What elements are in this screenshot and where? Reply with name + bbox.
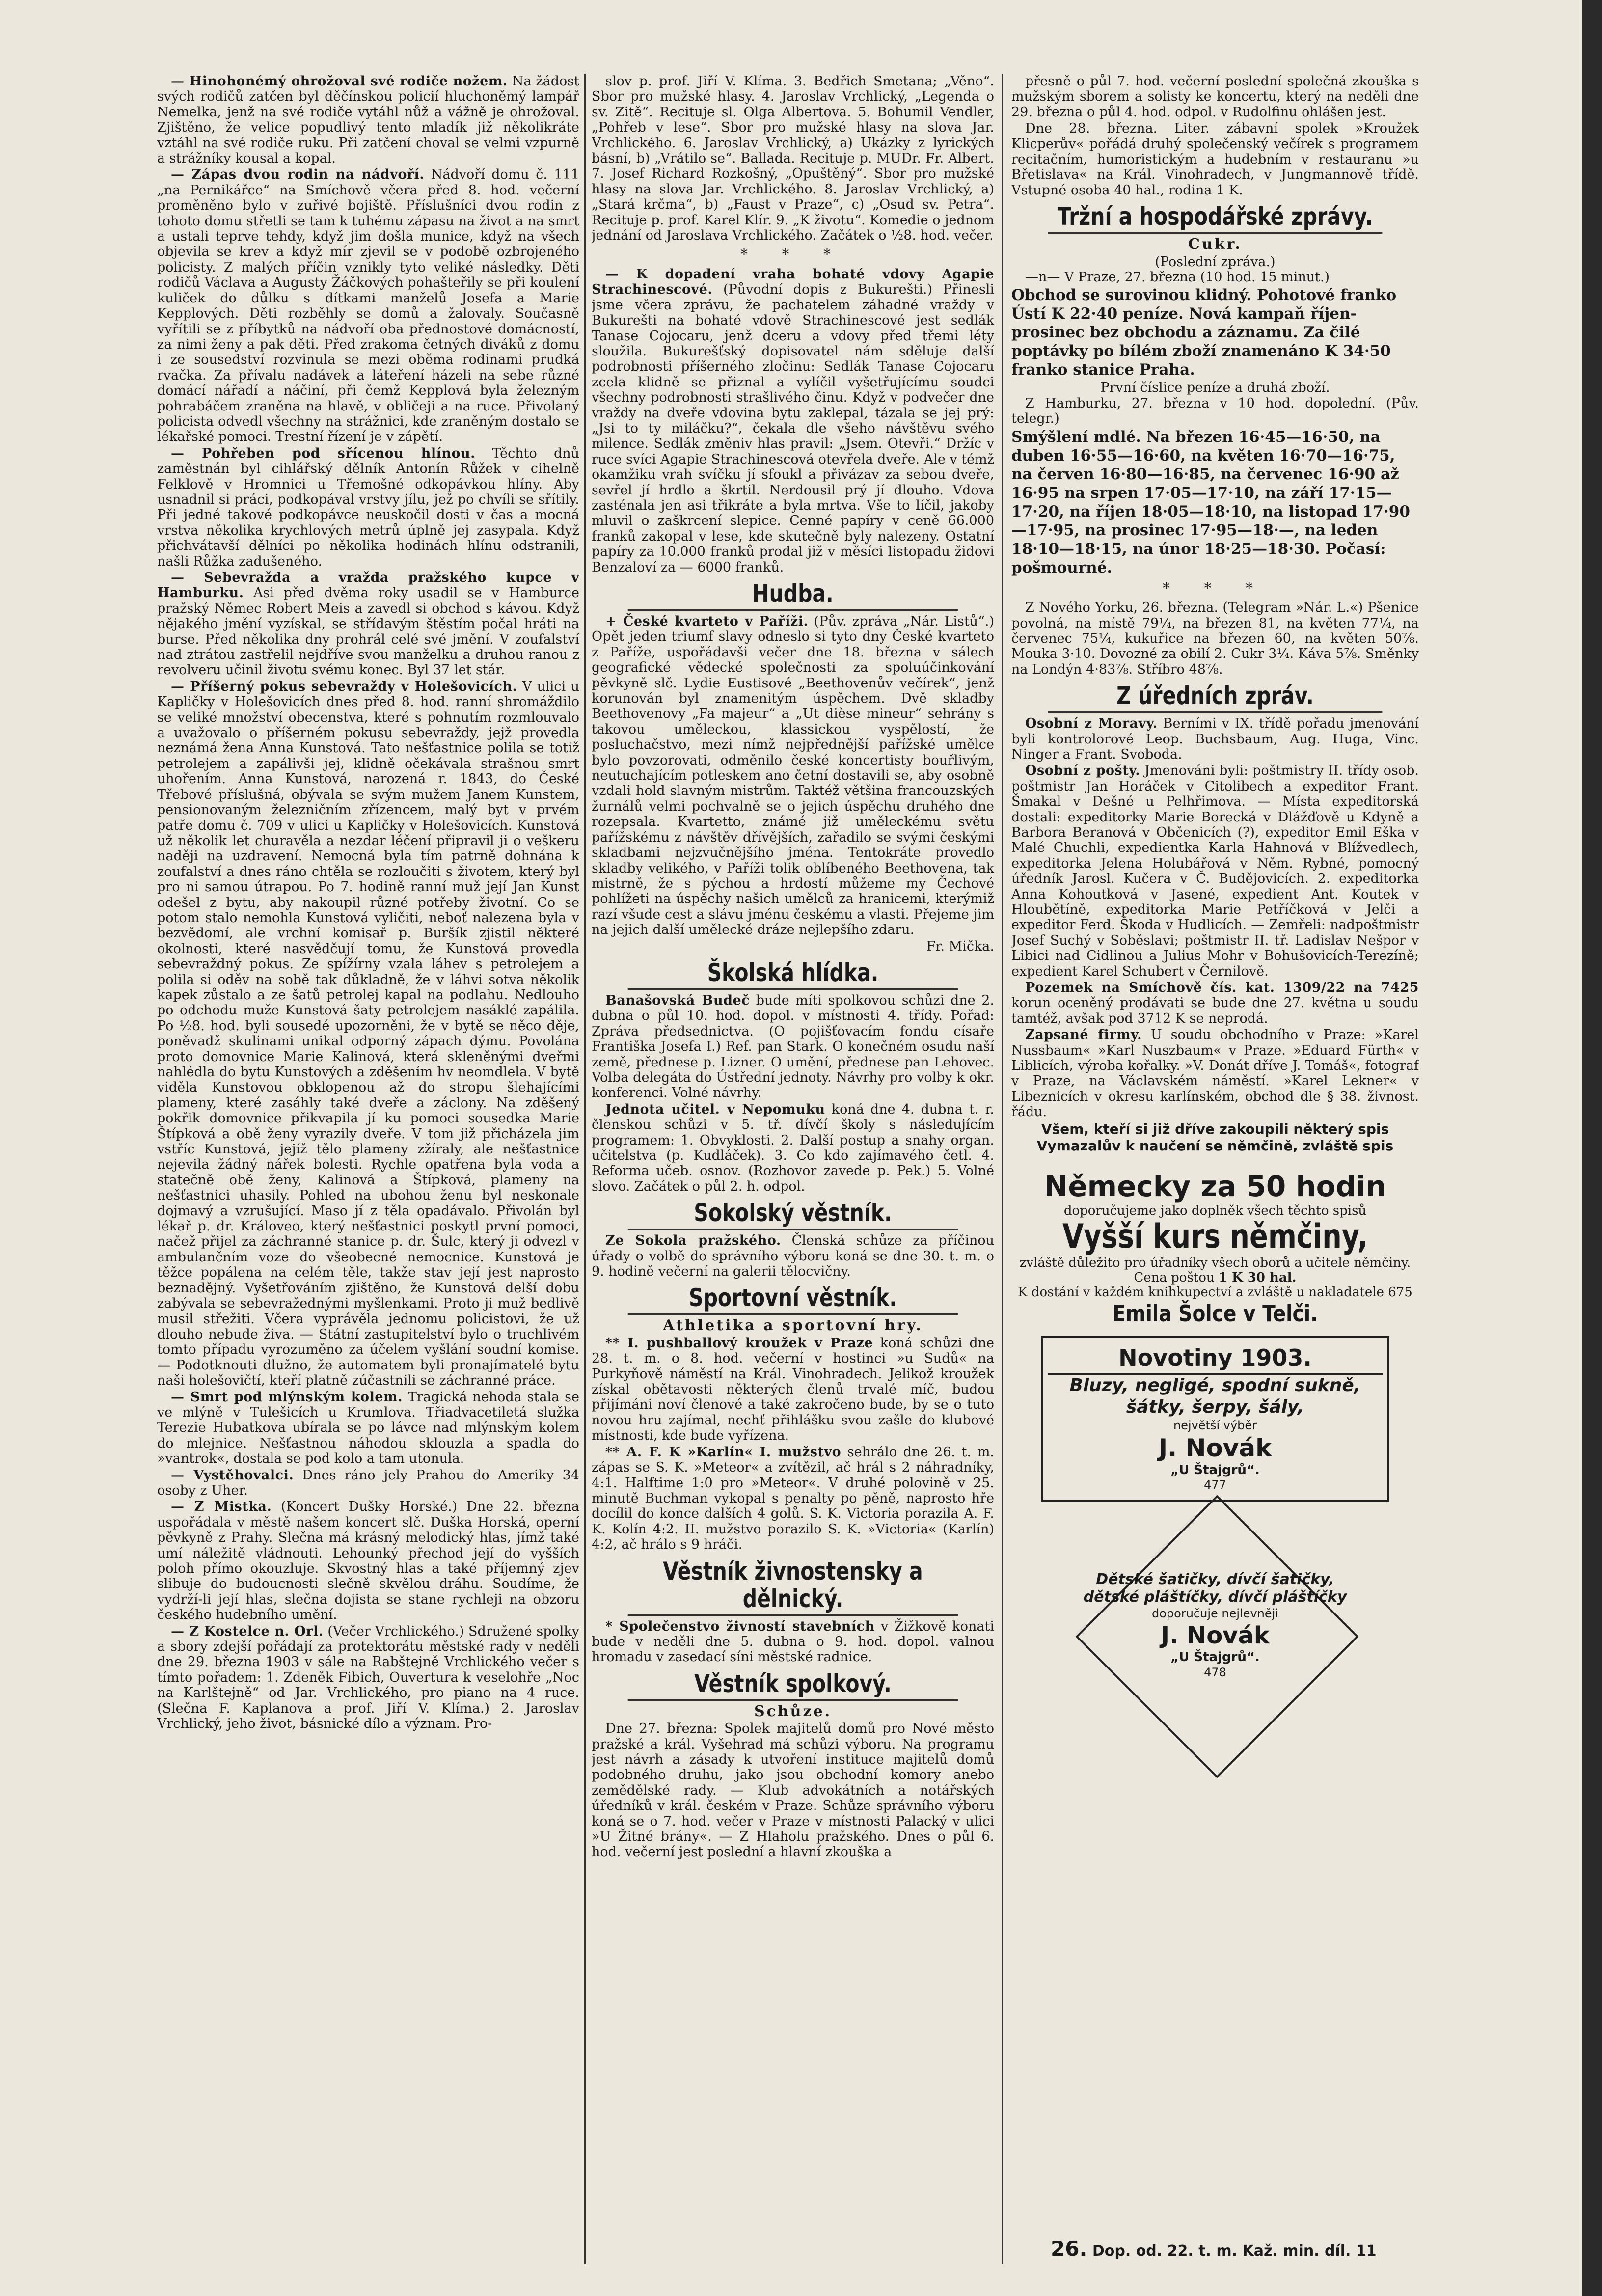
diamond-name: J. Novák — [1161, 1621, 1270, 1649]
column-rule — [584, 74, 586, 2264]
article-afk-karlin: ** A. F. K »Karlín« I. mužstvo sehrálo dne 26. t. m. zápas se S. K. »Meteor« a zvítězil, ač hrál s 2 náhradníky, 4:1. Halftime 1:0 pro »Meteor«. V druhé polovině v 25. minutě Buchman vykopal s penalty po pěně, naprosto hře docílil do konce dalších 4 golů. S. K. Victoria porazila A. F. K. Kolín 4:2. II. mužstvo porazilo S. K. »Victoria« (Karlín) 4:2, ač hrálo s 9 hráči. — [592, 1444, 994, 1553]
diamond-items: Dětské šatičky, dívčí šatičky, dětské pláštíčky, dívčí pláštíčky — [1083, 1570, 1347, 1606]
ad-note: Všem, kteří si již dříve zakoupili některý spis Vymazalův k naučení se němčině, zvláště spis — [1036, 1121, 1394, 1154]
article: — Z Mistka. (Koncert Dušky Horské.) Dne 22. března uspořádala v městě našem koncert slč. Duška Horská, operní pěvkyně z Prahy. Slečna má krásný melodický hlas, jímž také umí náležitě vládnouti. Lehounký přechod její do vyšších poloh přímo okouzluje. Skvostný hlas a také příjemný zjev slibuje do budoucnosti slečně skvělou dráhu. Soudíme, že vydrží-li její hlas, slečna dojista se stane rychleji na obzoru českého hudebního umění. — [157, 1499, 579, 1623]
cukr-praha-line: —n— V Praze, 27. března (10 hod. 15 minut.) — [1025, 270, 1330, 285]
diamond-recommend: doporučuje nejlevněji — [1152, 1606, 1278, 1620]
article-pozemek: Pozemek na Smíchově čís. kat. 1309/22 na 7425 korun oceněný prodávati se bude dne 27. května u soudu tamtéž, avšak pod 3712 K se neprodá. — [1011, 980, 1419, 1026]
section-heading-trzni: Tržní a hospodářské zprávy. — [1048, 203, 1383, 234]
section-heading-spolkovy: Věstník spolkový. — [628, 1670, 958, 1701]
article: — Příšerný pokus sebevraždy v Holešovicích. V ulici u Kapličky v Holešovicích dnes před 8. hod. ranní shromáždilo se veliké množství obecenstva, které s pohnutím rozmlouvalo a uvažovalo o příšerném pokusu sebevraždy, jejž provedla neznámá žena Anna Kunstová. Tato nešťastnice polila se totiž petrolejem a zapálivši jej, klidně očekávala strašnou smrt uhořením. Anna Kunstová, narozená r. 1843, do České Třebové příslušná, obývala se svým mužem Janem Kunstem, pensionovaným železničním zřízencem, malý byt v prvém patře domu č. 709 v ulici u Kapličky v Holešovicích. Kunstová už několik let churavěla a nezdar léčení připravil ji o veškeru naději na uzdravení. Nemocná byla tím patrně dohnána k zoufalství a dnes ráno chtěla se rozloučiti s životem, který byl pro ni samou útrapou. Po 7. hodině ranní muž její Jan Kunst odešel z bytu, aby nakoupil různé potřeby životní. Co se potom stalo nemohla Kunstová vyličiti, neboť nalezena byla v bezvědomí, ale vrchní komisař p. Buršík zjistil některé okolnosti, které nasvědčují tomu, že Kunstová provedla sebevraždný pokus. Ze spížírny vzala láhev s petrolejem a polila si oděv na sobě tak důkladně, že v láhvi sotva několik kapek zůstalo a ze šatů petrolej kapal na podlahu. Nedlouho po odchodu muže Kunstová šaty petrolejem nasáklé zapálila. Po ½8. hod. byli sousedé upozorněni, že v bytě se něco děje, poněvadž skulinami unikal odporný zápach dýmu. Povolána proto domovnice Marie Kalinová, která skleněnými dveřmi nahlédla do bytu Kunstových a zděšením hv neomdlela. V bytě viděla Kunstovou obklopenou až do stropu šlehajícími plameny, které zasáhly také dveře a záclony. Na zděšený pokřik domovnice přikvapila jí ku pomoci sousedka Marie Štípková a obě ženy vyrazily dveře. V tom již přicházela jim vstříc Kunstová, jejíž tělo plameny zžíraly, ale nešťastnice nejevila žádný nářek bolesti. Rychle opatřena byla voda a statečně obě ženy, Kalinová a Štípková, plameny na nešťastnici uhasily. Pohled na ubohou ženu byl neskonale dojmavý a vzrušující. Maso jí z těla opadávalo. Přivolán byl lékař p. dr. Královeo, který nešťastnici poskytl první pomoci, načež přijel za záchranné stanice p. dr. Šulc, který ji odvezl v ambulančním voze do všeobecné nemocnice. Kunstová je těžce popálena na celém těle, takže stav její jest naprosto beznadějný. Vyšetřováním zjištěno, že Kunstová delší dobu zabývala se sebevražednými myšlenkami. Proto ji muž bedlivě musil střežiti. Včera vyprávěla jednomu policistovi, že už dlouho nebude živa. — Státní zastupitelství bylo o truchlivém tomto případu vyrozuměno za účelem vyšlání soudní komise. — Podotknouti dlužno, že automatem byli pronajímatelé bytu naši holešovičtí, kteří platně zúčastnili se záchranné práce. — [157, 679, 579, 1389]
page-edge-strip — [1582, 0, 1602, 2296]
column-1 — [157, 74, 579, 2264]
box-address: „U Štajgrů“. — [1170, 1463, 1260, 1478]
separator-stars: * * * — [1162, 579, 1268, 597]
newyork-report: Z Nového Yorku, 26. března. (Telegram »Nár. L.«) Pšenice povolná, na místě 79¼, na březen 81, na květen 77¼, na červenec 75¼, kukuřice na březen 60, na květen 50⅞. Mouka 3·10. Dovozné za obilí 2. Cukr 3¼. Káva 5⅞. Směnky na Londýn 4·83⅞. Stříbro 48⅞. — [1011, 600, 1419, 677]
article-osobni-posta: Osobní z pošty. Jmenováni byli: poštmistry II. třídy osob. poštmistr Jan Horáček v Citolibech a expeditor Frant. Šmakal v Dešné u Pelhřimova. — Místa expeditorská dostali: expeditorky Marie Borecká v Dlážďově u Kdyně a Barbora Beranová v Občenicích (?), expeditor Emil Eška v Malé Chuchli, expedientka Karla Hahnová v Blížvedlech, expeditorka Jelena Holubářová v Něm. Rybné, pomocný úředník Jarosl. Kučera v Č. Budějovicích. 2. expeditorka Anna Kohoutková v Jasené, expedient Ant. Koutek v Hloubětíně, expeditorka Marie Petříčková v Jelči a expeditor Ferd. Škoda v Hudlicích. — Zemřeli: nadpoštmistr Josef Suchý v Soběslavi; poštmistr II. tř. Ladislav Nešpor v Libici nad Cidlinou a Julius Mohr v Bohušovicích-Terezíně; expedient Karel Schubert v Černilově. — [1011, 763, 1419, 979]
page-footer — [1051, 2237, 1394, 2261]
cukr-note: (Poslední zpráva.) — [1155, 254, 1276, 270]
article-hlahol: přesně o půl 7. hod. večerní poslední společná zkouška s mužským sborem a solisty ke koncertu, který na neděli dne 29. března o půl 4. hod. odpol. v Rudolfinu ohlášen jest. — [1011, 74, 1419, 120]
article-kvarteto: + České kvarteto v Paříži. (Pův. zpráva „Nár. Listů“.) Opět jeden triumf slavy odneslo si tyto dny České kvarteto z Paříže, uspořádavši večer dne 18. března v sálech geografické vědecké společnosti za spoluúčinkování pěvkyně slč. Lydie Eustisové „Beethovenův večírek“, jenž korunován byl znamenitým úspěchem. Dvě skladby Beethovenovy „Fa majeur“ a „Ut dièse mineur“ sehrány s takovou uměleckou, klassickou vyspělostí, že posluchačstvo, mezi nímž nejpřednější pařížské umělce bylo povzorovati, odměnilo české koncertisty bouřlivým, neutuchajícím potleskem ano četní dostavili se, aby osobně vzdali hold slavným mistrům. Taktéž většina francouzských žurnálů velmi pochvalně se o jejich úspěchu druhého dne rozepsala. Kvartetto, známé již uměleckému světu pařížskému z návštěv dřívějších, zařadilo se svými českými skladbami nejzvučnějšího jména. Tentokráte provedlo skladby velikého, v Paříži tolik oblíbeného Beethovena, tak mistrně, že s pýchou a hrdostí můžeme my Čechové pohlížeti na úspěchy našich umělců za hranicemi, kterýmiž razí všude cest a slávu jménu českému a vlasti. Přejeme jim na jejich další umělecké dráze nejlepšího zdaru. — [592, 614, 994, 938]
article-pushball: ** I. pushballový kroužek v Praze koná schůzi dne 28. t. m. o 8. hod. večerní v hostinci »u Sudů« na Purkyňově náměstí na Král. Vinohradech. Jelikož kroužek získal obětavosti některých členů trvalé míč, budou přijímáni noví členové a také zakročeno bude, by se o tuto novou hru zajímal, nechť přihlášku svou zašle do klubové místnosti, kde bude vyřízena. — [592, 1335, 994, 1444]
ad-recommend: doporučujeme jako doplněk všech těchto spisů — [1063, 1203, 1367, 1218]
article-continuation: slov p. prof. Jiří V. Klíma. 3. Bedřich Smetana; „Věno“. Sbor pro mužské hlasy. 4. Jaroslav Vrchlický, „Legenda o sv. Zitě“. Recituje sl. Olga Albertova. 5. Bohumil Vendler, „Pohřeb v lese“. Sbor pro mužské hlasy na slova Jar. Vrchlického. 6. Jaroslav Vrchlický, a) Ukázky z lyrických básní, b) „Vrátilo se“. Ballada. Recituje p. MUDr. Fr. Albert. 7. Josef Richard Rozkošný, „Opuštěný“. Sbor pro mužské hlasy na slova Jar. Vrchlického. 8. Jaroslav Vrchlický, a) „Stará krčma“, b) „Faust v Praze“, c) „Osud sv. Petra“. Recituje p. prof. Karel Klír. 9. „K životu“. Komedie o jednom jednání od Jaroslava Vrchlického. Začátek o ½8. hod. večer. — [592, 74, 994, 244]
article-krouzek: Dne 28. března. Liter. zábavní spolek »Kroužek Klicperův« pořádá druhý společenský večírek s programem recitačním, humoristickým a hudebním v restauranu »u Břetislava« na Král. Vinohradech, v Jungmannově třídě. Vstupné osoba 40 hal., rodina 1 K. — [1011, 121, 1419, 198]
hamburk-report: Smýšlení mdlé. Na březen 16·45—16·50, na duben 16·55—16·60, na květen 16·70—16·75, na červen 16·80—16·85, na červenec 16·90 až 16·95 na srpen 17·05—17·10, na září 17·15—17·20, na říjen 18·05—18·10, na listopad 17·90—17·95, na prosinec 17·95—18·—, na leden 18·10—18·15, na únor 18·25—18·30. Počasí: pošmourné. — [1011, 428, 1410, 576]
footer-text: Dop. od. 22. t. m. Kaž. min. díl. 11 — [1092, 2242, 1377, 2260]
column-2 — [592, 74, 994, 2264]
article-agapie: — K dopadení vraha bohaté vdovy Agapie Strachinescové. (Původní dopis z Bukurešti.) Přinesli jsme včera zprávu, že pachatelem záhadné vraždy v Bukurešti na bohaté vdově Strachinescové jest sedlák Tanase Cojocaru, jenž dceru a vdovy před třemi léty sloužila. Bukurešťský dopisovatel nám sděluje další podrobnosti příšerného zločinu: Sedlák Tanase Cojocaru zcela klidně se přiznal a vylíčil vyšetřujícímu soudci všechny podrobnosti strašlivého činu. Když v podvečer dne vraždy na dveře vdovina bytu zaklepal, tázala se jej prý: „Jsi to ty miláčku?“, čekala dle všeho návštěvu svého milence. Sedlák změniv hlas pravil: „Jsem. Otevři.“ Držíc v ruce svíci Agapie Strachinescová otevřela dveře. Ale v témž okamžiku vrah svíčku jí sfoukl a přivázav za sebou dveře, sevřel jí hrdlo a škrtil. Nerdousil prý jí dlouho. Vdova zasténala jen asi třikráte a byla mrtva. Vše to líčil, jakoby mluvil o zaškrcení slepice. Cenné papíry v ceně 66.000 franků zakopal v lese, kde skutečně byly nalezeny. Ostatní papíry za 10.000 franků prodal již v měsíci listopadu židovi Benzaloví za — 6000 franků. — [592, 266, 994, 575]
hamburk-line: Z Hamburku, 27. března v 10 hod. dopolední. (Pův. telegr.) — [1011, 395, 1419, 427]
article-spolecenstvo: * Společenstvo živností stavebních v Žižkově konati bude v neděli dne 5. dubna o 9. hod. dopol. valnou hromadu v zasedací síni městské radnice. — [592, 1618, 994, 1665]
article-budec: Banašovská Budeč bude míti spolkovou schůzi dne 2. dubna o půl 10. hod. dopol. v místnosti 4. třídy. Pořad: Zpráva předsednictva. (O pojišťovacím fondu císaře Františka Josefa I.) Ref. pan Stark. O konečném osudu naší země, přednese p. Lizner. O umění, přednese pan Lehovec. Volba delegáta do Ústřední jednoty. Návrhy pro volby k okr. konferenci. Volné návrhy. — [592, 992, 994, 1101]
diamond-address: „U Štajgrů“. — [1170, 1649, 1260, 1665]
section-heading-hudba: Hudba. — [628, 580, 958, 611]
ad-publisher: Emila Šolce v Telči. — [1113, 1300, 1318, 1327]
subheading-cukr: Cukr. — [1188, 236, 1242, 253]
box-title: Novotiny 1903. — [1048, 1345, 1383, 1375]
advertisement-novotiny — [1041, 1336, 1389, 1502]
newspaper-page — [147, 74, 1424, 2264]
subheading-schuze: Schůze. — [754, 1702, 832, 1720]
section-heading-skolska: Školská hlídka. — [628, 959, 958, 990]
column-rule — [1002, 74, 1003, 2264]
section-heading-zivnostensky: Věstník živnostensky a dělnický. — [628, 1558, 958, 1616]
section-heading-sport: Sportovní věstník. — [628, 1284, 958, 1315]
box-items: Bluzy, negligé, spodní sukně, šátky, šerpy, šály, — [1069, 1375, 1361, 1417]
article-osobni-morava: Osobní z Moravy. Berními v IX. třídě pořadu jmenování byli kontrolorové Leop. Buchsbaum, Aug. Huga, Vinc. Ninger a Frant. Svoboda. — [1011, 716, 1419, 762]
ad-availability: K dostání v každém knihkupectví a zvláště u nakladatele 675 — [1018, 1285, 1412, 1300]
advertisement-nemcina — [1011, 1121, 1419, 1327]
diamond-text — [1078, 1571, 1353, 1681]
diamond-number: 478 — [1204, 1666, 1226, 1680]
section-heading-sokol: Sokolský věstník. — [628, 1199, 958, 1230]
article-schuze: Dne 27. března: Spolek majitelů domů pro Nové město pražské a král. Vyšehrad má schůzi výboru. Na programu jest návrh a zásady k utvoření instituce majitelů domů podobného druhu, jako jsou obchodní komory anebo zemědělské rady. — Klub advokátních a notářských úředníků v král. českém v Praze. Schůze správního výboru koná se o 7. hod. večer v Praze v místnosti Palacký v ulici »U Žitné brány«. — Z Hlaholu pražského. Dnes o půl 6. hod. večerní jest poslední a hlavní zkouška a — [592, 1721, 994, 1860]
ad-title: Německy za 50 hodin — [1044, 1169, 1386, 1203]
article: — Pohřeben pod sřícenou hlínou. Těchto dnů zaměstnán byl cihlářský dělník Antonín Růžek v cihelně Felklově v Hromnici u Třemošné odkopávkou hlíny. Aby usnadnil si práci, podkopával vrstvy jílu, jež po chvíli se sřítily. Při jedné takové podkopávce neuskočil dosti v čas a mocná vrstva několika krychlových metrů úplně jej zasypala. Když přichvátavší dělníci po několika hodinách hlínu odstranili, našli Růžka zadušeného. — [157, 445, 579, 569]
article: — Zápas dvou rodin na nádvoří. Nádvoří domu č. 111 „na Pernikářce“ na Smíchově včera před 8. hod. večerní proměněno bylo v zuřivé bojiště. Příslušníci dvou rodin z tohoto domu střetli se tam k tuhému zápasu na život a na smrt a ustali teprve tehdy, když jim došla munice, když na všech objevila se krev a když mír zjevil se v podobě ozbrojeného policisty. Z malých příčin vznikly tyto veliké následky. Děti rodičů Václava a Augusty Žáčkových pohašteřily se při koulení kuliček do důlku s dítkami manželů Josefa a Marie Kepplových. Děti rozběhly se domů a žalovaly. Současně vyřítili se z příbytků na nádvoří oba přednostové domácností, za nimi ženy a pak děti. Před zrakoma četných diváků z domu i ze sousedství rozvinula se mezi oběma rodinami prudká rvačka. Za přívalu nadávek a láteření házeli na sebe různé domácí nářadí a náčiní, při čemž Kepplová byla železným pohrabáčem zraněna na hlavě, v obličeji a na ruce. Přivolaný policista odvedl všechny na strážnici, kde zraněným dostalo se lékařské pomoci. Trestní řízení je v zápětí. — [157, 167, 579, 445]
article-firmy: Zapsané firmy. U soudu obchodního v Praze: »Karel Nussbaum« »Karl Nuszbaum« v Praze. »Eduard Fürth« v Liblicích, výroba kořalky. »V. Donát dříve J. Tomáš«, fotograf v Praze, na Václavském náměstí. »Karel Lekner« v Libeznicích v okresu karlínském, obchod dle § 38. živnost. řádu. — [1011, 1027, 1419, 1120]
footer-number: 26. — [1051, 2237, 1087, 2261]
separator-stars: * * * — [740, 246, 846, 264]
box-name: J. Novák — [1158, 1434, 1272, 1463]
box-number: 477 — [1204, 1478, 1226, 1492]
box-choice: největší výběr — [1173, 1418, 1257, 1432]
section-heading-urad: Z úředních zpráv. — [1048, 682, 1383, 713]
article-nepomuk: Jednota učitel. v Nepomuku koná dne 4. dubna t. r. členskou schůzi v 5. tř. dívčí školy s následujícím programem: 1. Obvyklosti. 2. Další postup a snahy organ. učitelstva (p. Kudláček). 3. Co kdo zajímavého četl. 4. Reforma učeb. osnov. (Rozhovor zavede p. Pek.) 5. Volné slovo. Začátek o půl 2. h. odpol. — [592, 1101, 994, 1194]
advertisement-diamond — [1078, 1517, 1353, 1772]
article: — Smrt pod mlýnským kolem. Tragická nehoda stala se ve mlýně v Tulešicích u Krumlova. Třiadvacetiletá služka Terezie Hubatkova ubírala se po lávce nad mlýnským kolem do mlejnice. Nešťastnou náhodou sklouzla a spadla do »vantrok«, dostala se pod kolo a tam utonula. — [157, 1389, 579, 1467]
article-sokol: Ze Sokola pražského. Členská schůze za příčinou úřady o volbě do správního výboru koná se dne 30. t. m. o 9. hodině večerní na galerii tělocvičny. — [592, 1233, 994, 1280]
column-3 — [1011, 74, 1419, 2264]
article: — Sebevražda a vražda pražského kupce v Hamburku. Asi před dvěma roky usadil se v Hamburce pražský Němec Robert Meis a zavedl si obchod s kávou. Když nějakého jmění vyzískal, se střídavým štěstím počal hráti na burse. Před několika dny prohrál celé své jmění. V zoufalství nad ztrátou zastřelil nejdříve svou manželku a druhou ranou z revolveru učinil životu svému konec. Byl 37 let stár. — [157, 570, 579, 678]
article: — Hinohonémý ohrožoval své rodiče nožem. Na žádost svých rodičů zatčen byl děčínskou policií hluchoněmý lampář Nemelka, jenž na své rodiče vytáhl nůž a vážně je ohrožoval. Zjištěno, že velice popudlivý tento mladík již několikráte vztáhl na své rodiče ruku. Při zatčení choval se velmi vzpurně a strážníky kousal a kopal. — [157, 74, 579, 166]
article: — Z Kostelce n. Orl. (Večer Vrchlického.) Sdružené spolky a sbory zdejší pořádají za protektorátu městské rady v neděli dne 29. března 1903 v sále na Rabštejně Vrchlického večer s tímto pořadem: 1. Zdeněk Fibich, Ouvertura k veselohře „Noc na Karlštejně“ od Jar. Vrchlického, pro piano na 4 ruce. (Slečna F. Kaplanova a prof. Jiří V. Klíma.) 2. Jaroslav Vrchlický, jeho život, básnické dílo a význam. Pro- — [157, 1623, 579, 1732]
article: — Vystěhovalci. Dnes ráno jely Prahou do Ameriky 34 osoby z Uher. — [157, 1467, 579, 1498]
ad-title-2: Vyšší kurs němčiny, — [1062, 1217, 1368, 1256]
subheading-athletika: Athletika a sportovní hry. — [663, 1317, 923, 1335]
article-signature: Fr. Mička. — [926, 938, 994, 954]
ad-description: zvláště důležito pro úřadníky všech oborů a učitele němčiny. Cena poštou 1 K 30 hal. — [1019, 1255, 1411, 1285]
cukr-praha-report: Obchod se surovinou klidný. Pohotové franko Ústí K 22·40 peníze. Nová kampaň říjen-prosinec bez obchodu a záznamu. Za čilé poptávky po bílém zboží znamenáno K 34·50 franko stanice Praha. — [1011, 286, 1397, 379]
cukr-note-2: První číslice peníze a druhá zboží. — [1100, 380, 1330, 396]
